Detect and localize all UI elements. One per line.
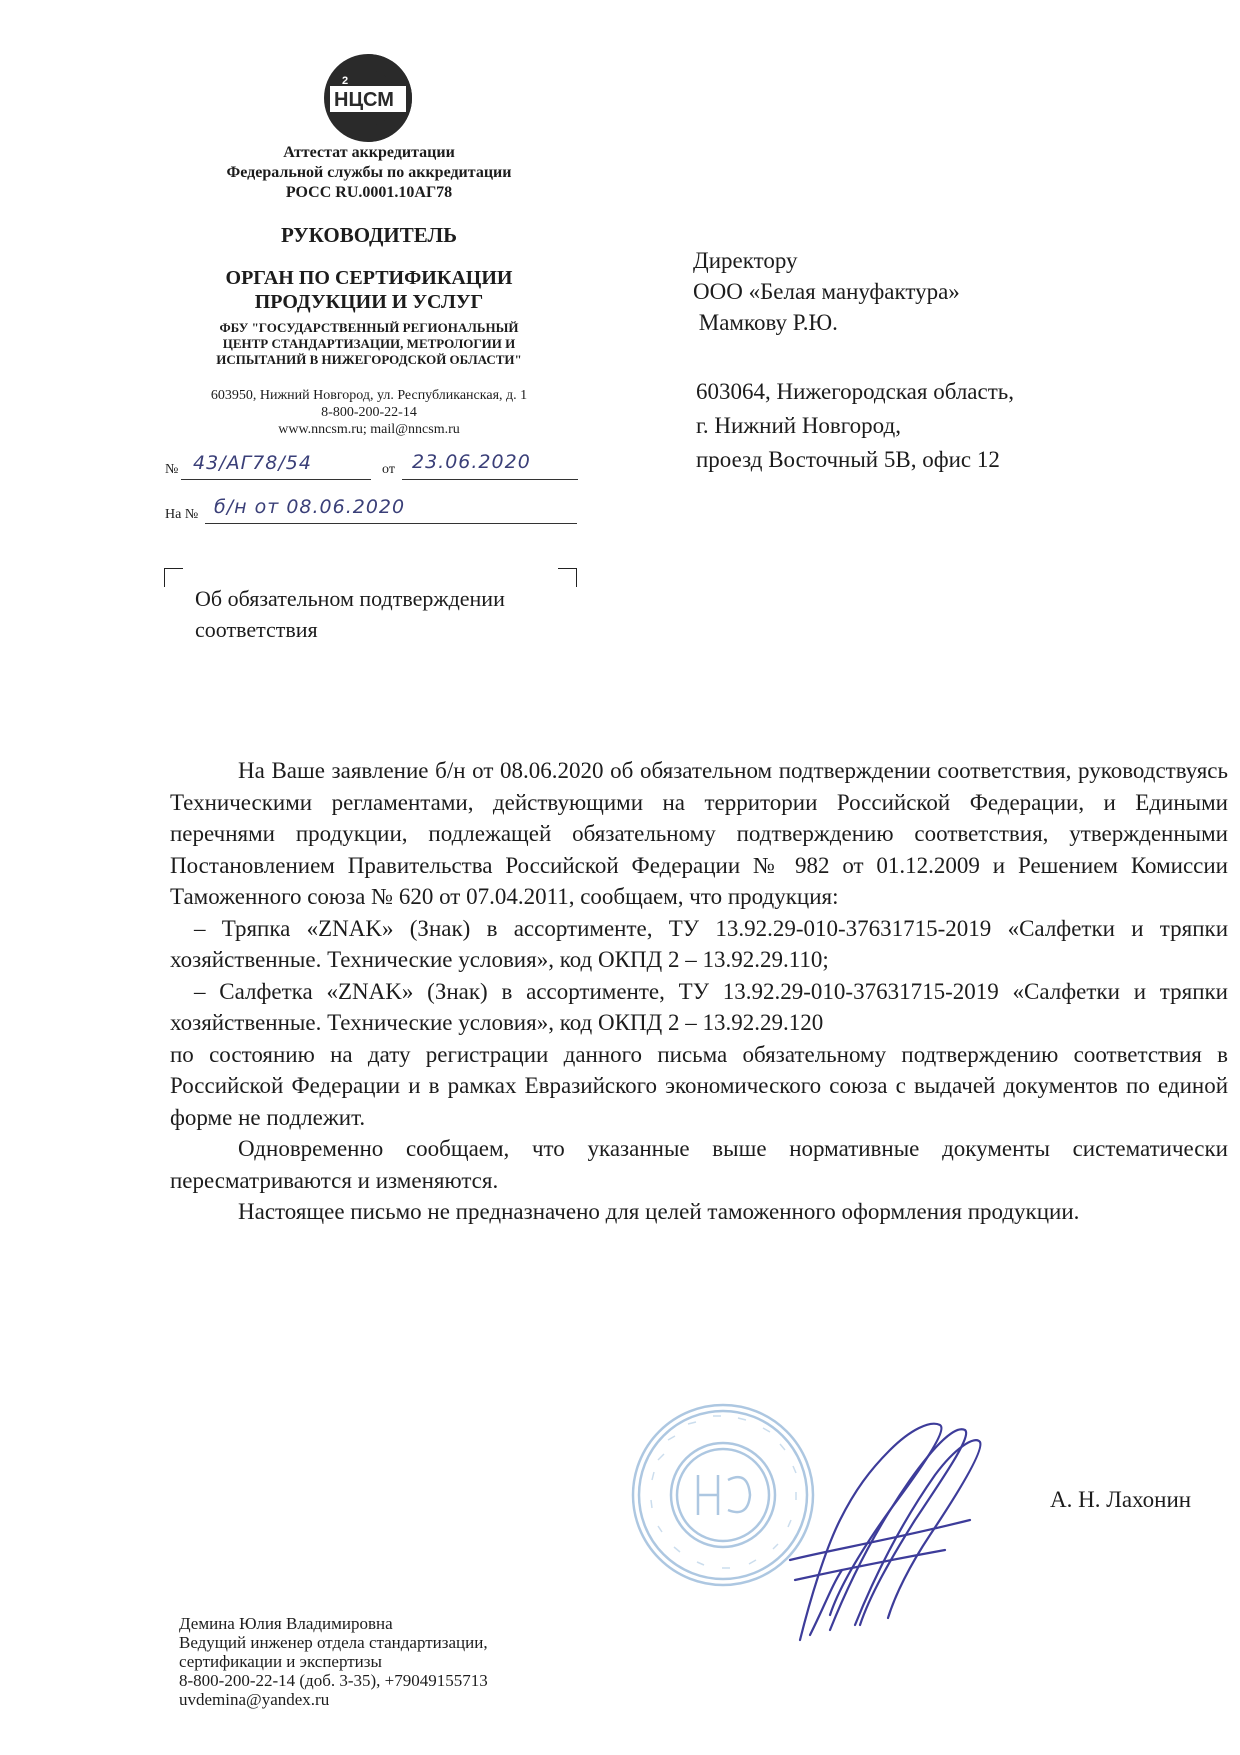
organization-logo: [322, 52, 414, 144]
letterhead-address: 603950, Нижний Новгород, ул. Республиканская, д. 1: [210, 388, 528, 403]
reply-number-label: На №: [165, 507, 199, 522]
role-heading: РУКОВОДИТЕЛЬ: [280, 223, 458, 247]
organ-name-line: ПРОДУКЦИИ И УСЛУГ: [254, 291, 484, 313]
reg-number-label: №: [165, 462, 179, 477]
executor-department: сертификации и экспертизы: [179, 1652, 382, 1671]
address-line: 603064, Нижегородская область,: [696, 379, 1015, 404]
body-intro: На Ваше заявление б/н от 08.06.2020 об обязательном подтверждении соответствия, руководствуясь Техническими регламентами, действующими на территории Российской Федерации, и Едиными перечнями продукции, подлежащей обязательному подтверждению соответствия, утвержденными Постановлением Правительства Российской Федерации № 982 от 01.12.2009 и Решением Комиссии Таможенного союза № 620 от 07.04.2011, сообщаем, что продукция:: [170, 758, 1228, 909]
subject-bracket-left: [164, 568, 183, 587]
executor-name: Демина Юлия Владимировна: [179, 1614, 393, 1633]
executor-phone: 8-800-200-22-14 (доб. 3-35), +79049155713: [179, 1671, 488, 1690]
fbu-name: [160, 320, 578, 368]
reg-number-value: 43/АГ78/54: [193, 452, 312, 474]
subject-text: [195, 583, 505, 645]
letter-body: [170, 755, 1228, 1228]
subject-line: Об обязательном подтверждении: [195, 586, 505, 611]
logo-superscript: 2: [342, 75, 349, 87]
executor-position: Ведущий инженер отдела стандартизации,: [179, 1633, 488, 1652]
fbu-name-line: ИСПЫТАНИЙ В НИЖЕГОРОДСКОЙ ОБЛАСТИ": [216, 352, 522, 367]
body-note: Одновременно сообщаем, что указанные выше нормативные документы систематически пересматриваются и изменяются.: [170, 1136, 1228, 1193]
fbu-name-line: ФБУ "ГОСУДАРСТВЕННЫЙ РЕГИОНАЛЬНЫЙ: [219, 320, 519, 335]
accreditation-line: РОСС RU.0001.10АГ78: [285, 184, 453, 201]
address-line: проезд Восточный 5В, офис 12: [696, 447, 1000, 472]
addressee-line: Директору: [693, 248, 798, 273]
handwritten-signature: [770, 1400, 990, 1650]
body-note: Настоящее письмо не предназначено для целей таможенного оформления продукции.: [238, 1199, 1080, 1224]
reg-date-label: от: [382, 462, 395, 477]
addressee-address: [696, 375, 1014, 477]
addressee-line: ООО «Белая мануфактура»: [693, 279, 960, 304]
executor-email: uvdemina@yandex.ru: [179, 1690, 330, 1709]
body-product-item: – Тряпка «ZNAK» (Знак) в ассортименте, ТУ 13.92.29-010-37631715-2019 «Салфетки и тряпки хозяйственные. Технические условия», код ОКПД 2 – 13.92.29.110;: [170, 915, 1228, 972]
logo-text: НЦСМ: [334, 89, 394, 111]
address-line: г. Нижний Новгород,: [696, 413, 901, 438]
subject-bracket-right: [558, 568, 577, 587]
accreditation-block: [160, 143, 578, 203]
letterhead-web: www.nncsm.ru; mail@nncsm.ru: [278, 422, 460, 437]
signer-name: А. Н. Лахонин: [1050, 1487, 1192, 1512]
fbu-name-line: ЦЕНТР СТАНДАРТИЗАЦИИ, МЕТРОЛОГИИ И: [222, 336, 516, 351]
reply-number-value: б/н от 08.06.2020: [214, 496, 406, 518]
body-conclusion: по состоянию на дату регистрации данного письма обязательному подтверждению соответствия в Российской Федерации и в рамках Евразийского экономического союза с выдачей документов по единой форме не подлежит.: [170, 1041, 1228, 1130]
subject-line: соответствия: [195, 617, 318, 642]
organ-name: [160, 266, 578, 314]
accreditation-line: Аттестат аккредитации: [283, 144, 455, 161]
reg-date-value: 23.06.2020: [412, 451, 531, 473]
reg-number-underline: [181, 478, 371, 480]
letterhead-contacts: [160, 387, 578, 438]
reply-number-underline: [205, 522, 577, 524]
reg-date-underline: [402, 478, 578, 480]
executor-contacts: [179, 1614, 488, 1709]
letterhead-phone: 8-800-200-22-14: [321, 405, 417, 420]
accreditation-line: Федеральной службы по аккредитации: [226, 164, 512, 181]
organ-name-line: ОРГАН ПО СЕРТИФИКАЦИИ: [225, 267, 513, 289]
body-product-item: – Салфетка «ZNAK» (Знак) в ассортименте, ТУ 13.92.29-010-37631715-2019 «Салфетки и тряпки хозяйственные. Технические условия», код ОКПД 2 – 13.92.29.120: [170, 978, 1228, 1035]
addressee-block: [693, 245, 960, 338]
addressee-line: Мамкову Р.Ю.: [693, 310, 838, 335]
